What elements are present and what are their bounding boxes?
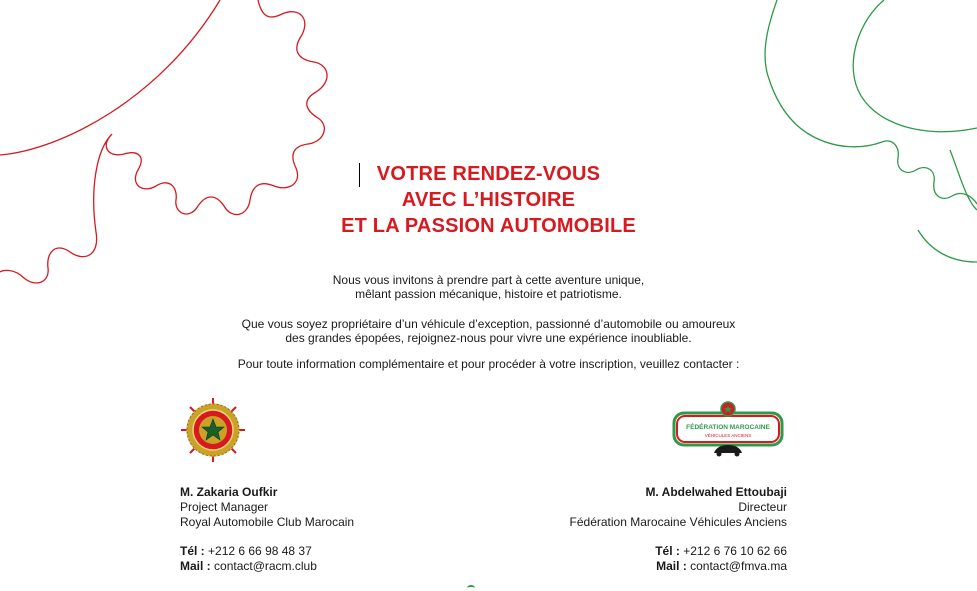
contact-left-tel-label: Tél : <box>180 544 205 558</box>
contact-left-name: M. Zakaria Oufkir <box>180 485 278 499</box>
title-line-3: ET LA PASSION AUTOMOBILE <box>341 215 636 237</box>
fmva-logo <box>670 397 786 461</box>
bottom-gear-fragment <box>467 585 475 591</box>
audience-line-1: Que vous soyez propriétaire d’un véhicule d’exception, passionné d’automobile ou amoureux <box>241 317 736 331</box>
invitation-line-2: mêlant passion mécanique, histoire et patriotisme. <box>355 287 622 301</box>
invitation-paragraph <box>0 273 977 301</box>
fmva-subtitle: VÉHICULES ANCIENS <box>704 433 752 438</box>
contact-right-mail-label: Mail : <box>656 559 687 573</box>
audience-line-2: des grandes épopées, rejoignez-nous pour vivre une expérience inoubliable. <box>285 331 692 345</box>
contact-left-mail-label: Mail : <box>180 559 211 573</box>
contact-right-phone-row <box>570 544 787 559</box>
contact-right-mail[interactable]: contact@fmva.ma <box>690 559 787 573</box>
contact-right-role: Directeur <box>738 500 787 514</box>
contact-left-organization: Royal Automobile Club Marocain <box>180 515 355 529</box>
contact-left-mail[interactable]: contact@racm.club <box>214 559 317 573</box>
contact-left-tel[interactable]: +212 6 66 98 48 37 <box>208 544 312 558</box>
contact-right-name: M. Abdelwahed Ettoubaji <box>645 485 787 499</box>
contact-right-organization: Fédération Marocaine Véhicules Anciens <box>569 515 787 529</box>
red-gear-outline <box>0 0 220 155</box>
contact-intro-line: Pour toute information complémentaire et pour procéder à votre inscription, veuillez contacter : <box>237 357 740 371</box>
contact-right-mail-row <box>570 559 787 574</box>
invitation-line-1: Nous vous invitons à prendre part à cette aventure unique, <box>332 273 645 287</box>
contact-right-tel[interactable]: +212 6 76 10 62 66 <box>683 544 787 558</box>
contact-right-tel-label: Tél : <box>655 544 680 558</box>
contact-left-role: Project Manager <box>180 500 269 514</box>
audience-paragraph <box>0 317 977 345</box>
fmva-name: FÉDÉRATION MAROCAINE <box>686 424 770 431</box>
title-line-1: VOTRE RENDEZ-VOUS <box>376 163 601 185</box>
contact-left-mail-row <box>180 559 354 574</box>
racm-emblem-logo <box>178 397 248 463</box>
contact-intro <box>0 357 977 371</box>
contact-left-phone-row <box>180 544 354 559</box>
contact-card-right <box>570 485 787 574</box>
title-line-2: AVEC L’HISTOIRE <box>401 189 576 211</box>
green-gear-inner <box>853 0 977 132</box>
contact-card-left <box>180 485 354 574</box>
red-gear-teeth-outline <box>0 0 327 283</box>
page-title <box>0 161 977 239</box>
